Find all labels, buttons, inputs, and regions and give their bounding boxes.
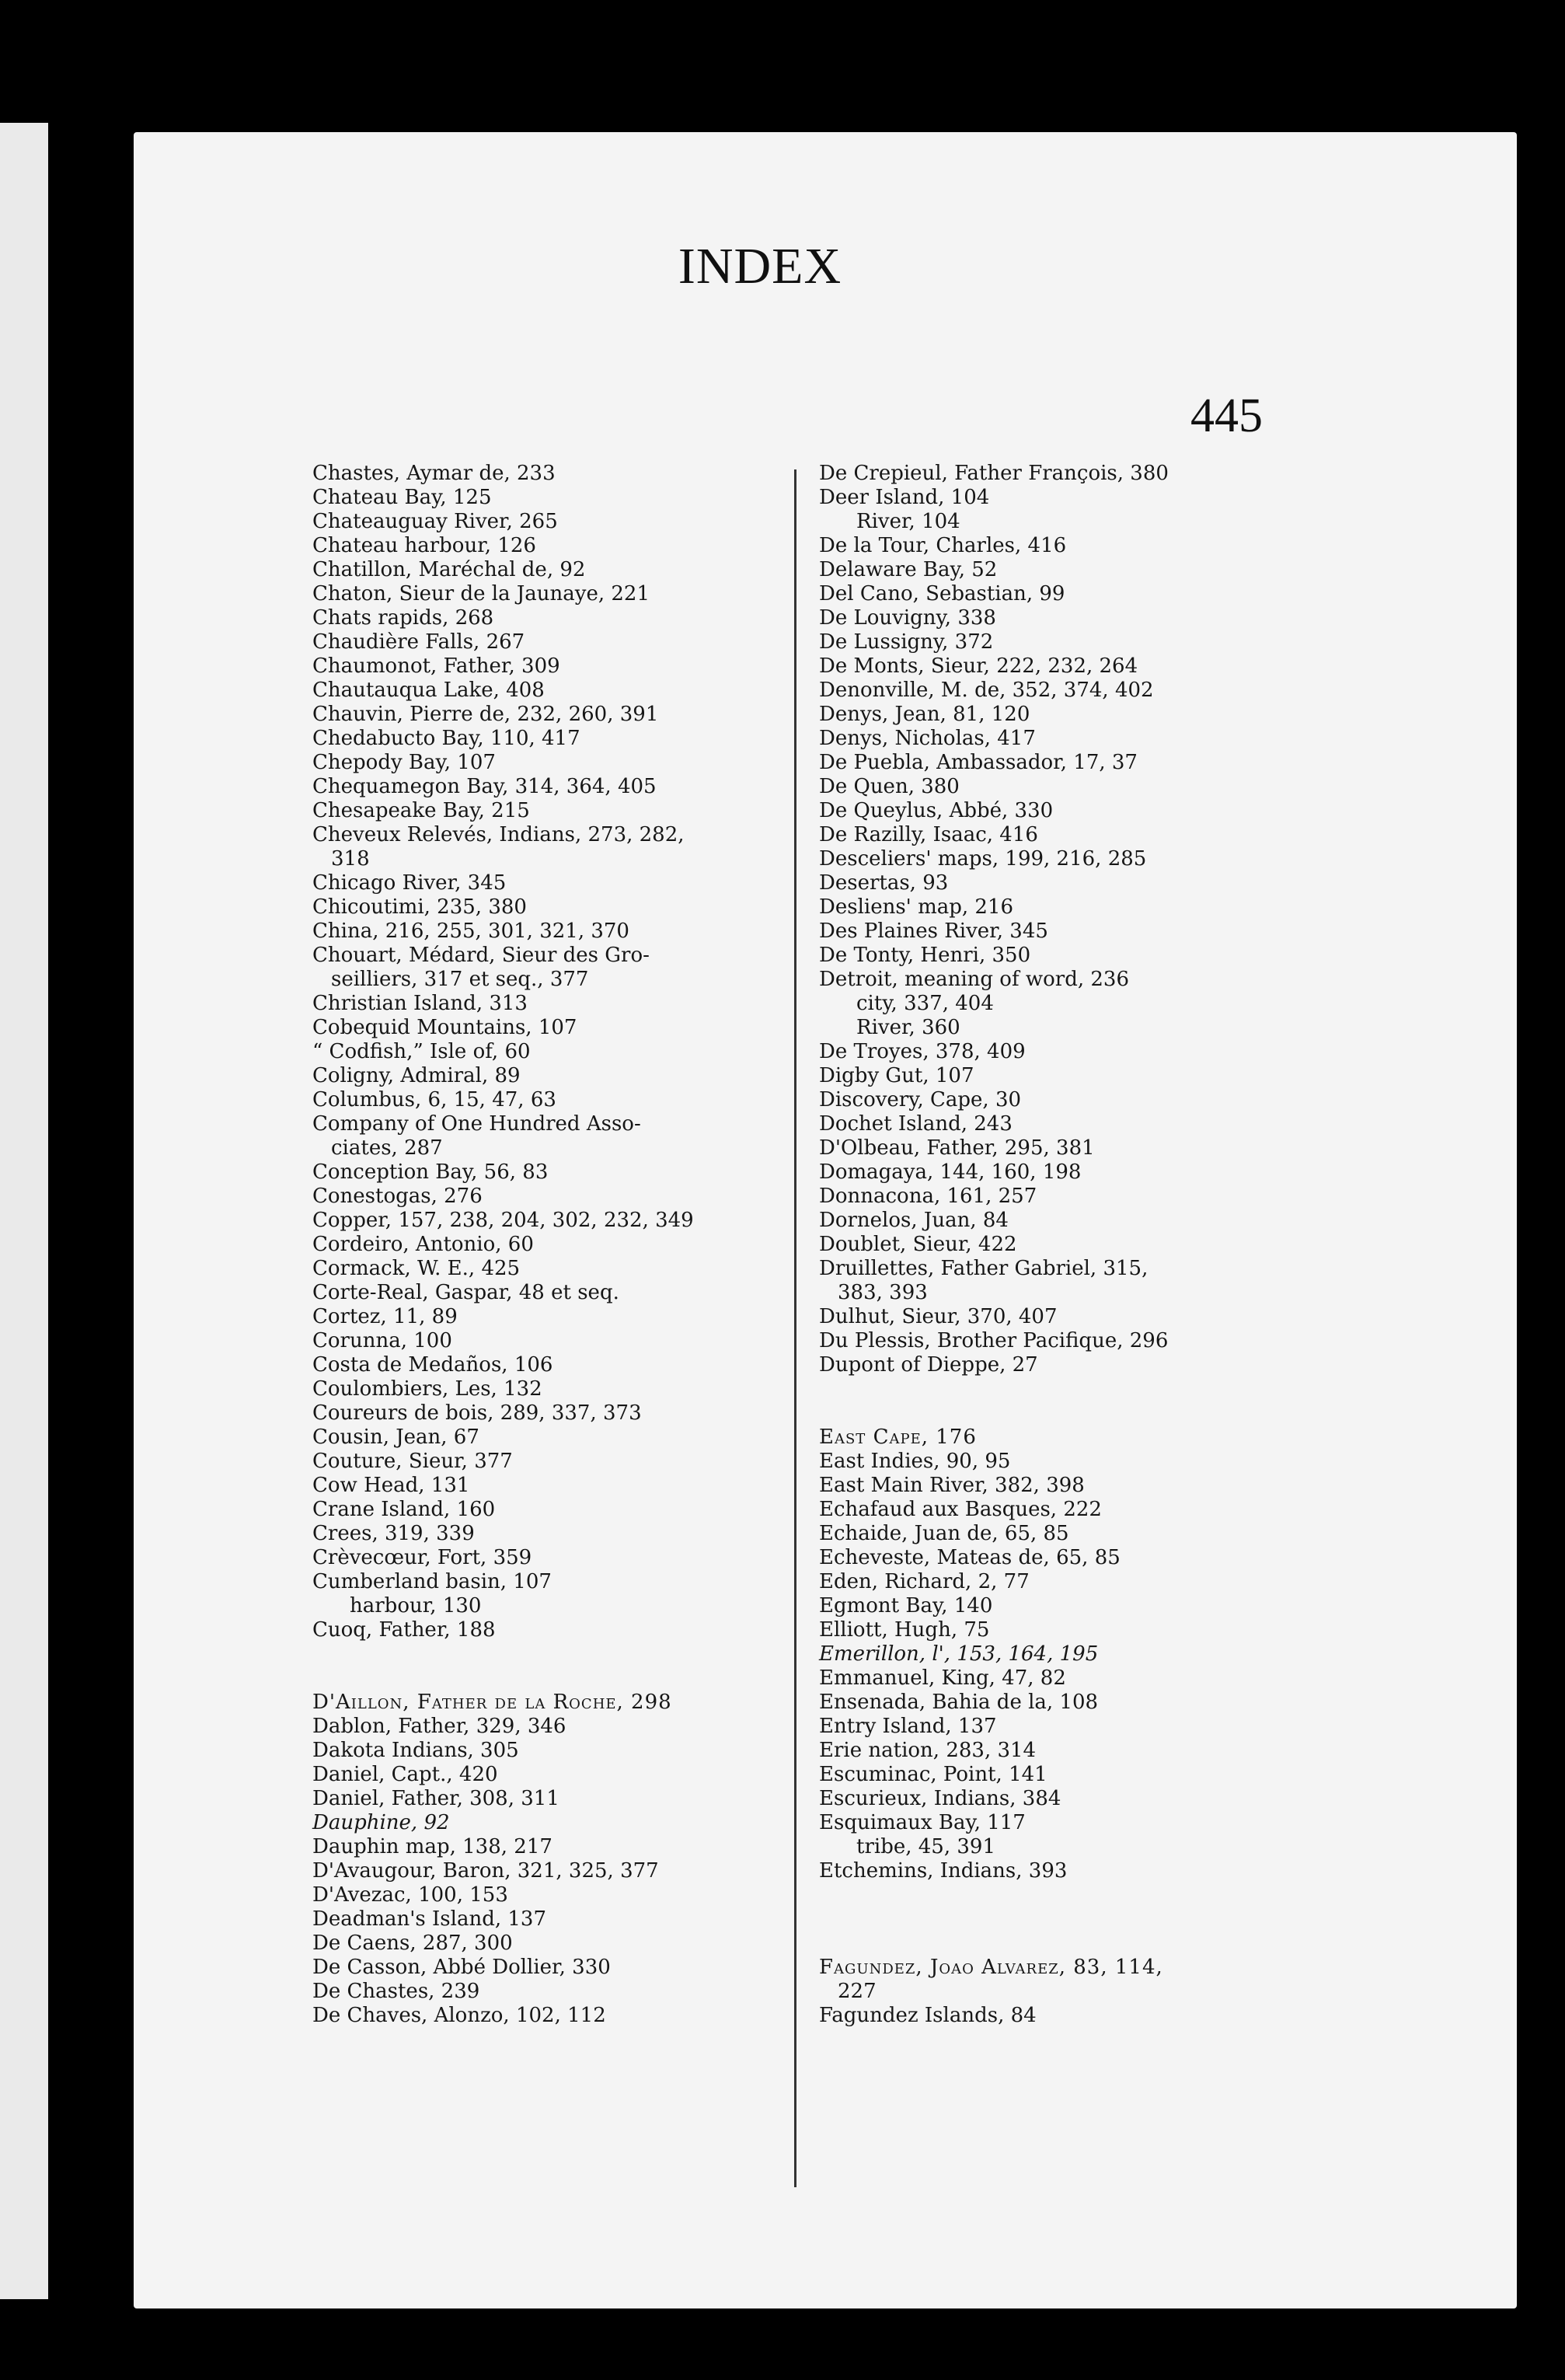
index-entry: Conestogas, 276: [312, 1185, 483, 1208]
index-entry: Coureurs de bois, 289, 337, 373: [312, 1401, 642, 1425]
index-entry: De la Tour, Charles, 416: [819, 534, 1067, 557]
index-entry: Chicago River, 345: [312, 871, 507, 895]
index-entry: Desertas, 93: [819, 871, 949, 895]
column-divider: [794, 469, 796, 2187]
index-entry-continuation: 318: [331, 847, 370, 871]
index-entry: Chicoutimi, 235, 380: [312, 895, 527, 919]
index-entry: Fagundez Islands, 84: [819, 2004, 1037, 2027]
index-entry: Chats rapids, 268: [312, 606, 494, 630]
index-entry: Du Plessis, Brother Pacifique, 296: [819, 1329, 1169, 1352]
index-entry: Costa de Medaños, 106: [312, 1353, 553, 1377]
page-number: 445: [1190, 389, 1263, 442]
index-entry: Christian Island, 313: [312, 992, 528, 1015]
index-entry: Echeveste, Mateas de, 65, 85: [819, 1546, 1121, 1569]
section-gap: [312, 1642, 810, 1691]
index-entry: Etchemins, Indians, 393: [819, 1859, 1068, 1883]
index-entry: Emerillon, l', 153, 164, 195: [819, 1642, 1099, 1666]
index-entry: Deer Island, 104: [819, 486, 990, 509]
index-entry: Echaide, Juan de, 65, 85: [819, 1522, 1069, 1545]
index-entry: Chepody Bay, 107: [312, 751, 496, 774]
index-entry: Crees, 319, 339: [312, 1522, 475, 1545]
index-entry: Dablon, Father, 329, 346: [312, 1715, 566, 1738]
index-entry: Chateauguay River, 265: [312, 510, 558, 533]
index-entry: Chesapeake Bay, 215: [312, 799, 530, 822]
section-gap: [819, 1883, 1316, 1932]
index-entry: Cheveux Relevés, Indians, 273, 282,: [312, 823, 685, 846]
index-entry: Cordeiro, Antonio, 60: [312, 1233, 534, 1256]
index-entry: Chaumonot, Father, 309: [312, 654, 560, 678]
index-entry: Crane Island, 160: [312, 1498, 496, 1521]
index-entry: De Casson, Abbé Dollier, 330: [312, 1956, 611, 1979]
index-entry: Cormack, W. E., 425: [312, 1257, 521, 1280]
index-entry: Cow Head, 131: [312, 1474, 470, 1497]
index-entry: Desceliers' maps, 199, 216, 285: [819, 847, 1147, 871]
index-subentry: River, 360: [856, 1016, 960, 1039]
index-subentry: harbour, 130: [350, 1594, 482, 1617]
index-entry: Coligny, Admiral, 89: [312, 1064, 521, 1087]
index-entry: East Cape, 176: [819, 1426, 977, 1449]
index-entry: Chauvin, Pierre de, 232, 260, 391: [312, 703, 659, 726]
index-entry: De Chastes, 239: [312, 1980, 480, 2003]
index-entry: Emmanuel, King, 47, 82: [819, 1666, 1066, 1690]
index-entry: Corunna, 100: [312, 1329, 452, 1352]
index-entry: Cuoq, Father, 188: [312, 1618, 496, 1642]
index-entry: Couture, Sieur, 377: [312, 1450, 513, 1473]
index-entry: De Puebla, Ambassador, 17, 37: [819, 751, 1138, 774]
index-entry: Donnacona, 161, 257: [819, 1185, 1037, 1208]
index-entry: Coulombiers, Les, 132: [312, 1377, 542, 1401]
index-entry: D'Avaugour, Baron, 321, 325, 377: [312, 1859, 659, 1883]
index-entry: D'Avezac, 100, 153: [312, 1883, 508, 1907]
index-entry: Daniel, Father, 308, 311: [312, 1787, 559, 1810]
index-entry: De Crepieul, Father François, 380: [819, 462, 1169, 485]
index-entry: Ensenada, Bahia de la, 108: [819, 1691, 1099, 1714]
index-entry: Dupont of Dieppe, 27: [819, 1353, 1038, 1377]
index-entry: Fagundez, Joao Alvarez, 83, 114,: [819, 1956, 1163, 1979]
index-entry: Chautauqua Lake, 408: [312, 679, 545, 702]
index-entry: Dornelos, Juan, 84: [819, 1209, 1009, 1232]
index-entry: Erie nation, 283, 314: [819, 1739, 1037, 1762]
index-entry-continuation: ciates, 287: [331, 1136, 443, 1160]
index-entry: Copper, 157, 238, 204, 302, 232, 349: [312, 1209, 694, 1232]
section-gap: [819, 1932, 1316, 1956]
index-entry: Cobequid Mountains, 107: [312, 1016, 577, 1039]
index-entry: Chatillon, Maréchal de, 92: [312, 558, 586, 581]
index-entry: Chateau harbour, 126: [312, 534, 536, 557]
index-entry: Deadman's Island, 137: [312, 1907, 547, 1931]
index-entry: De Lussigny, 372: [819, 630, 994, 654]
index-entry: Dauphin map, 138, 217: [312, 1835, 552, 1858]
index-entry: Desliens' map, 216: [819, 895, 1014, 919]
index-entry: Chaton, Sieur de la Jaunaye, 221: [312, 582, 650, 605]
index-entry: De Razilly, Isaac, 416: [819, 823, 1038, 846]
index-entry: De Chaves, Alonzo, 102, 112: [312, 2004, 606, 2027]
section-gap: [819, 1377, 1316, 1426]
index-entry: De Monts, Sieur, 222, 232, 264: [819, 654, 1138, 678]
index-entry: Chouart, Médard, Sieur des Gro-: [312, 944, 650, 967]
index-entry: “ Codfish,” Isle of, 60: [312, 1040, 531, 1063]
index-entry: Cumberland basin, 107: [312, 1570, 552, 1593]
index-entry: Domagaya, 144, 160, 198: [819, 1160, 1082, 1184]
index-entry-continuation: seilliers, 317 et seq., 377: [331, 968, 589, 991]
index-entry: D'Olbeau, Father, 295, 381: [819, 1136, 1095, 1160]
index-entry: Egmont Bay, 140: [819, 1594, 993, 1617]
adjacent-page-edge: [0, 123, 48, 2299]
index-entry: Daniel, Capt., 420: [312, 1763, 498, 1786]
index-entry: Dakota Indians, 305: [312, 1739, 519, 1762]
index-entry: Del Cano, Sebastian, 99: [819, 582, 1065, 605]
index-entry: Delaware Bay, 52: [819, 558, 998, 581]
index-entry: Elliott, Hugh, 75: [819, 1618, 990, 1642]
index-entry: De Louvigny, 338: [819, 606, 996, 630]
index-entry: Company of One Hundred Asso-: [312, 1112, 641, 1136]
index-entry: Esquimaux Bay, 117: [819, 1811, 1026, 1834]
index-entry: Des Plaines River, 345: [819, 920, 1048, 943]
index-entry: Cortez, 11, 89: [312, 1305, 458, 1328]
index-entry: De Troyes, 378, 409: [819, 1040, 1026, 1063]
index-column-left: [312, 462, 810, 2028]
index-entry: Discovery, Cape, 30: [819, 1088, 1022, 1111]
index-entry: Corte-Real, Gaspar, 48 et seq.: [312, 1281, 619, 1304]
index-entry: Dochet Island, 243: [819, 1112, 1013, 1136]
index-entry: Conception Bay, 56, 83: [312, 1160, 549, 1184]
index-entry: East Indies, 90, 95: [819, 1450, 1011, 1473]
index-entry: Cousin, Jean, 67: [312, 1426, 479, 1449]
index-entry-continuation: 383, 393: [838, 1281, 928, 1304]
index-entry: Digby Gut, 107: [819, 1064, 974, 1087]
index-entry: Dulhut, Sieur, 370, 407: [819, 1305, 1058, 1328]
index-entry: Columbus, 6, 15, 47, 63: [312, 1088, 556, 1111]
index-entry: De Quen, 380: [819, 775, 960, 798]
index-entry: Druillettes, Father Gabriel, 315,: [819, 1257, 1148, 1280]
index-entry: Crèvecœur, Fort, 359: [312, 1546, 532, 1569]
index-entry: Detroit, meaning of word, 236: [819, 968, 1129, 991]
index-subentry: city, 337, 404: [856, 992, 994, 1015]
index-subentry: tribe, 45, 391: [856, 1835, 995, 1858]
index-entry: Echafaud aux Basques, 222: [819, 1498, 1102, 1521]
index-entry: De Queylus, Abbé, 330: [819, 799, 1054, 822]
index-entry: Chedabucto Bay, 110, 417: [312, 727, 580, 750]
index-entry-continuation: 227: [838, 1980, 877, 2003]
page-title: INDEX: [678, 238, 842, 295]
index-entry: Chateau Bay, 125: [312, 486, 492, 509]
index-entry: Eden, Richard, 2, 77: [819, 1570, 1030, 1593]
index-entry: Chastes, Aymar de, 233: [312, 462, 556, 485]
index-entry: Doublet, Sieur, 422: [819, 1233, 1017, 1256]
index-entry: Denys, Nicholas, 417: [819, 727, 1036, 750]
index-entry: Escurieux, Indians, 384: [819, 1787, 1061, 1810]
index-entry: Entry Island, 137: [819, 1715, 997, 1738]
index-entry: D'Aillon, Father de la Roche, 298: [312, 1691, 672, 1714]
index-entry: Denys, Jean, 81, 120: [819, 703, 1030, 726]
index-entry: Chaudière Falls, 267: [312, 630, 525, 654]
index-column-right: [819, 462, 1316, 2028]
index-entry: Chequamegon Bay, 314, 364, 405: [312, 775, 657, 798]
index-entry: Escuminac, Point, 141: [819, 1763, 1047, 1786]
index-entry: China, 216, 255, 301, 321, 370: [312, 920, 629, 943]
index-entry: Denonville, M. de, 352, 374, 402: [819, 679, 1154, 702]
index-entry: De Tonty, Henri, 350: [819, 944, 1031, 967]
index-subentry: River, 104: [856, 510, 960, 533]
index-entry: East Main River, 382, 398: [819, 1474, 1085, 1497]
index-entry: Dauphine, 92: [312, 1811, 450, 1834]
index-entry: De Caens, 287, 300: [312, 1932, 513, 1955]
